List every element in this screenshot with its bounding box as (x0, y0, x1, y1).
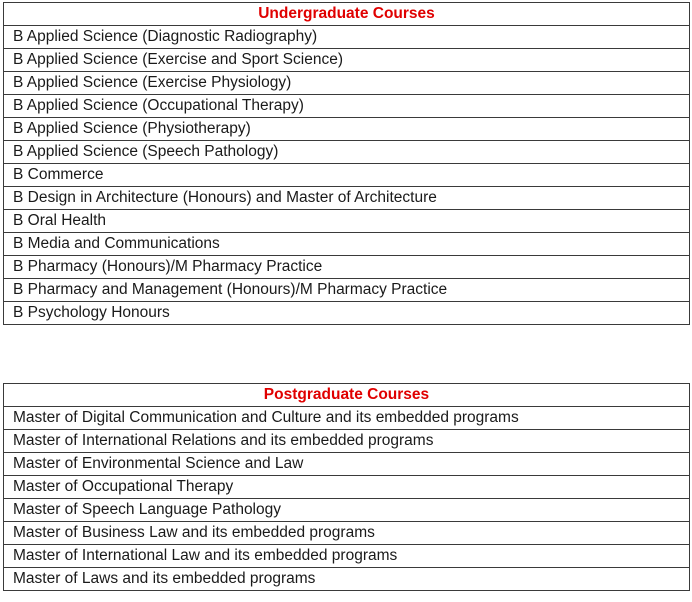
table-row (4, 141, 690, 164)
table-row (4, 407, 690, 430)
table-row (4, 499, 690, 522)
table-row (4, 118, 690, 141)
table-row (4, 545, 690, 568)
course-name: Master of Occupational Therapy (4, 476, 690, 499)
course-name: B Applied Science (Physiotherapy) (4, 118, 690, 141)
undergraduate-courses-table (3, 2, 690, 325)
course-name: Master of Speech Language Pathology (4, 499, 690, 522)
course-name: Master of Business Law and its embedded programs (4, 522, 690, 545)
course-name: Master of International Relations and its embedded programs (4, 430, 690, 453)
course-name: Master of Environmental Science and Law (4, 453, 690, 476)
table-row (4, 476, 690, 499)
course-name: B Commerce (4, 164, 690, 187)
course-name: Master of Laws and its embedded programs (4, 568, 690, 591)
table-header-row (4, 384, 690, 407)
table-row (4, 233, 690, 256)
table-row (4, 187, 690, 210)
table-row (4, 26, 690, 49)
table-row (4, 430, 690, 453)
table-header-row (4, 3, 690, 26)
course-name: B Applied Science (Occupational Therapy) (4, 95, 690, 118)
course-name: B Applied Science (Speech Pathology) (4, 141, 690, 164)
table-row (4, 302, 690, 325)
course-name: B Design in Architecture (Honours) and Master of Architecture (4, 187, 690, 210)
course-name: Master of Digital Communication and Culture and its embedded programs (4, 407, 690, 430)
table-row (4, 568, 690, 591)
table-row (4, 72, 690, 95)
table-row (4, 210, 690, 233)
table-row (4, 164, 690, 187)
table-row (4, 49, 690, 72)
course-name: B Applied Science (Exercise Physiology) (4, 72, 690, 95)
table-row (4, 453, 690, 476)
table-row (4, 522, 690, 545)
course-name: B Psychology Honours (4, 302, 690, 325)
postgraduate-heading: Postgraduate Courses (4, 384, 690, 407)
course-name: B Pharmacy (Honours)/M Pharmacy Practice (4, 256, 690, 279)
postgraduate-courses-table (3, 383, 690, 591)
course-name: B Oral Health (4, 210, 690, 233)
table-row (4, 279, 690, 302)
course-name: B Media and Communications (4, 233, 690, 256)
course-name: B Applied Science (Diagnostic Radiography) (4, 26, 690, 49)
course-name: Master of International Law and its embedded programs (4, 545, 690, 568)
course-name: B Pharmacy and Management (Honours)/M Pharmacy Practice (4, 279, 690, 302)
table-row (4, 256, 690, 279)
course-name: B Applied Science (Exercise and Sport Science) (4, 49, 690, 72)
undergraduate-heading: Undergraduate Courses (4, 3, 690, 26)
table-row (4, 95, 690, 118)
